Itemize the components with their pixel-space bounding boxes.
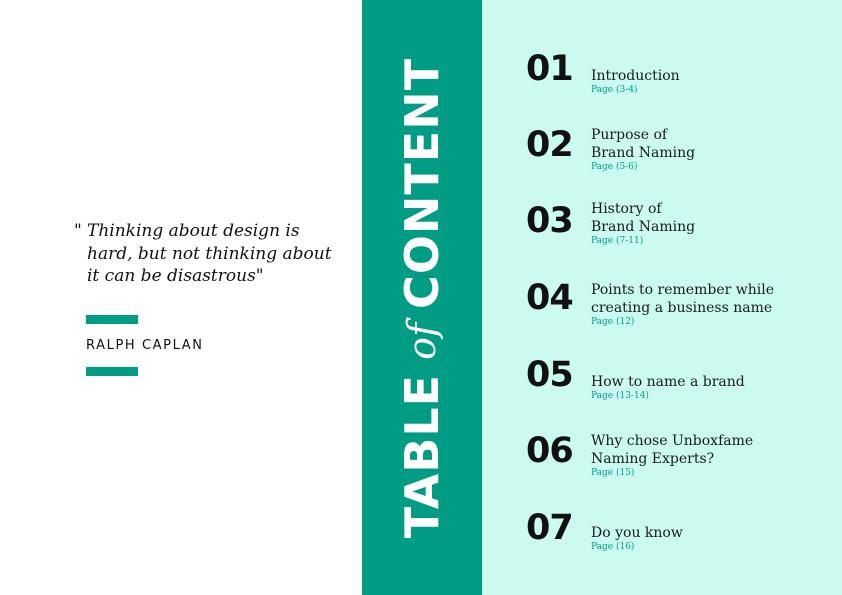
toc-text <box>591 67 821 96</box>
toc-text <box>591 432 821 479</box>
toc-title: Do you know <box>591 525 683 541</box>
title-word-of: of <box>400 322 444 360</box>
toc-number: 06 <box>526 431 573 471</box>
title-word-table: TABLE <box>395 373 449 539</box>
toc-page-ref: Page (12) <box>591 317 635 327</box>
toc-text <box>591 200 821 247</box>
toc-panel <box>482 0 842 595</box>
toc-title: How to name a brand <box>591 374 745 390</box>
quote-mark: " <box>74 221 82 241</box>
toc-text <box>591 281 821 328</box>
toc-item-05 <box>526 355 826 418</box>
quote-panel <box>0 0 362 595</box>
toc-title: Introduction <box>591 68 680 84</box>
toc-page-ref: Page (5-6) <box>591 162 638 172</box>
table-of-content-title <box>395 57 449 539</box>
quote-block <box>74 220 344 288</box>
toc-number: 03 <box>526 201 573 241</box>
toc-item-06 <box>526 431 826 494</box>
toc-number: 02 <box>526 125 573 165</box>
quote-author: RALPH CAPLAN <box>86 338 204 353</box>
toc-title: Purpose of Brand Naming <box>591 127 696 161</box>
toc-page-ref: Page (16) <box>591 542 635 552</box>
title-word-content: CONTENT <box>395 57 449 309</box>
toc-item-01 <box>526 49 826 112</box>
toc-number: 04 <box>526 278 573 318</box>
toc-item-04 <box>526 278 826 341</box>
toc-item-03 <box>526 201 826 264</box>
toc-title: Why chose Unboxfame Naming Experts? <box>591 433 754 467</box>
quote-text <box>74 220 344 288</box>
toc-page-ref: Page (13-14) <box>591 391 649 401</box>
toc-text <box>591 373 821 402</box>
toc-page-ref: Page (3-4) <box>591 85 638 95</box>
quote-body: Thinking about design is hard, but not thinking about it can be disastrous" <box>87 221 332 286</box>
toc-text <box>591 524 821 553</box>
toc-title: History of Brand Naming <box>591 201 696 235</box>
toc-text <box>591 126 821 173</box>
quote-rule-bottom <box>86 367 138 376</box>
quote-rule-top <box>86 315 138 324</box>
title-band <box>362 0 482 595</box>
toc-page-ref: Page (15) <box>591 468 635 478</box>
toc-number: 07 <box>526 508 573 548</box>
toc-page-ref: Page (7-11) <box>591 236 644 246</box>
toc-number: 05 <box>526 355 573 395</box>
toc-item-02 <box>526 125 826 188</box>
toc-number: 01 <box>526 49 573 89</box>
toc-title: Points to remember while creating a business name <box>591 282 774 316</box>
toc-item-07 <box>526 508 826 571</box>
